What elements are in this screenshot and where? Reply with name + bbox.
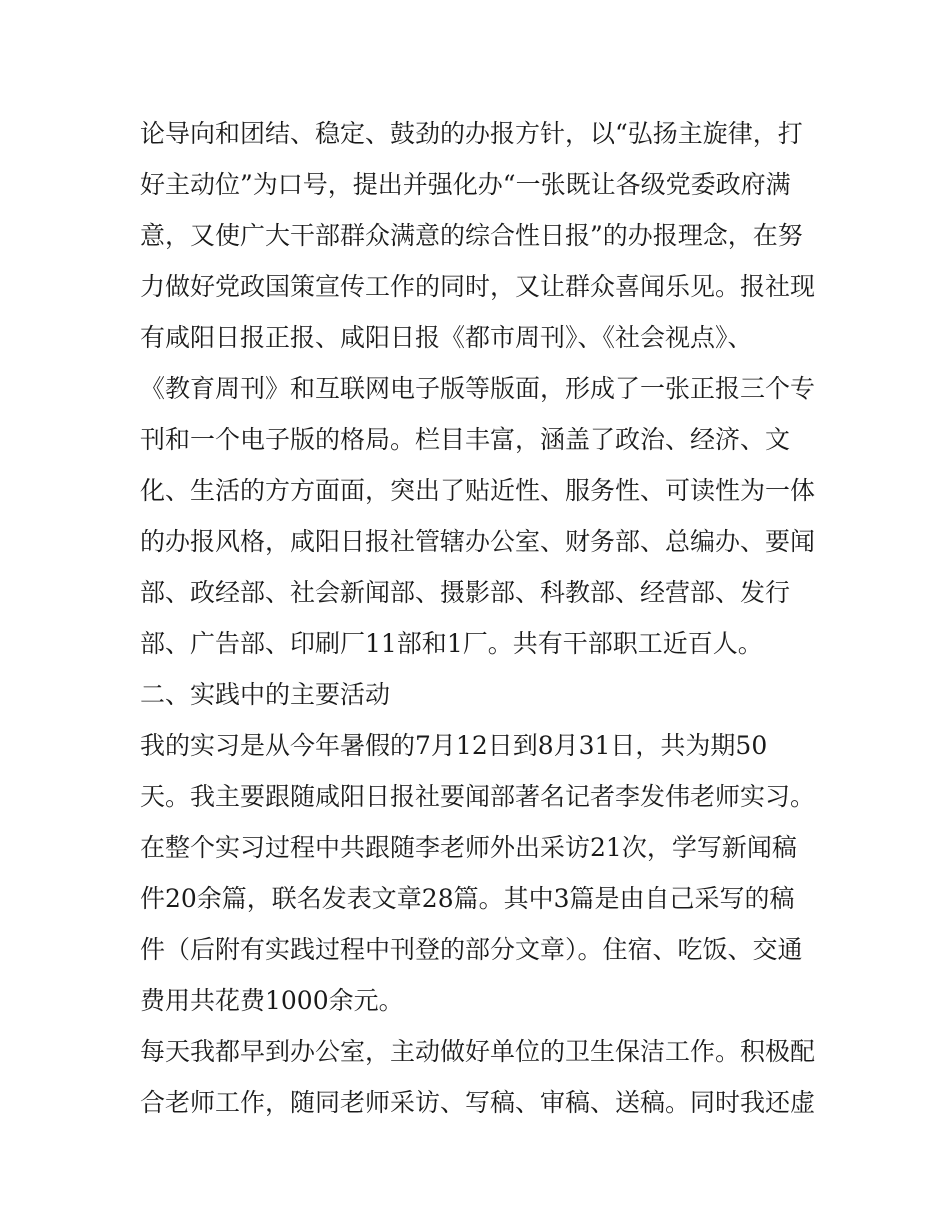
text-line: 《教育周刊》和互联网电子版等版面，形成了一张正报三个专 <box>140 374 816 403</box>
text-line: 的办报风格，咸阳日报社管辖办公室、财务部、总编办、要闻 <box>140 527 816 556</box>
text-line: 天。我主要跟随咸阳日报社要闻部著名记者李发伟老师实习。 <box>140 782 816 811</box>
document-body <box>140 108 820 1128</box>
text-line: 刊和一个电子版的格局。栏目丰富，涵盖了政治、经济、文 <box>140 425 791 454</box>
section-heading: 二、实践中的主要活动 <box>140 680 391 709</box>
text-line: 我的实习是从今年暑假的7月12日到8月31日，共为期50 <box>140 731 768 760</box>
text-line: 件（后附有实践过程中刊登的部分文章）。住宿、吃饭、交通 <box>140 935 803 964</box>
text-line: 费用共花费1000余元。 <box>140 986 404 1015</box>
text-line: 部、广告部、印刷厂11部和1厂。共有干部职工近百人。 <box>140 629 763 658</box>
text-line: 化、生活的方方面面，突出了贴近性、服务性、可读性为一体 <box>140 476 816 505</box>
text-line: 部、政经部、社会新闻部、摄影部、科教部、经营部、发行 <box>140 578 791 607</box>
text-line: 每天我都早到办公室，主动做好单位的卫生保洁工作。积极配 <box>140 1037 816 1066</box>
text-line: 力做好党政国策宣传工作的同时，又让群众喜闻乐见。报社现 <box>140 272 816 301</box>
text-line: 件20余篇，联名发表文章28篇。其中3篇是由自己采写的稿 <box>140 884 795 913</box>
text-line: 论导向和团结、稳定、鼓劲的办报方针，以“弘扬主旋律，打 <box>140 119 803 148</box>
text-line: 意，又使广大干部群众满意的综合性日报”的办报理念，在努 <box>140 221 803 250</box>
text-line: 有咸阳日报正报、咸阳日报《都市周刊》、《社会视点》、 <box>140 323 753 352</box>
text-line: 好主动位”为口号，提出并强化办“一张既让各级党委政府满 <box>140 170 791 199</box>
text-line: 合老师工作，随同老师采访、写稿、审稿、送稿。同时我还虚 <box>140 1088 816 1117</box>
text-line: 在整个实习过程中共跟随李老师外出采访21次，学写新闻稿 <box>140 833 797 862</box>
